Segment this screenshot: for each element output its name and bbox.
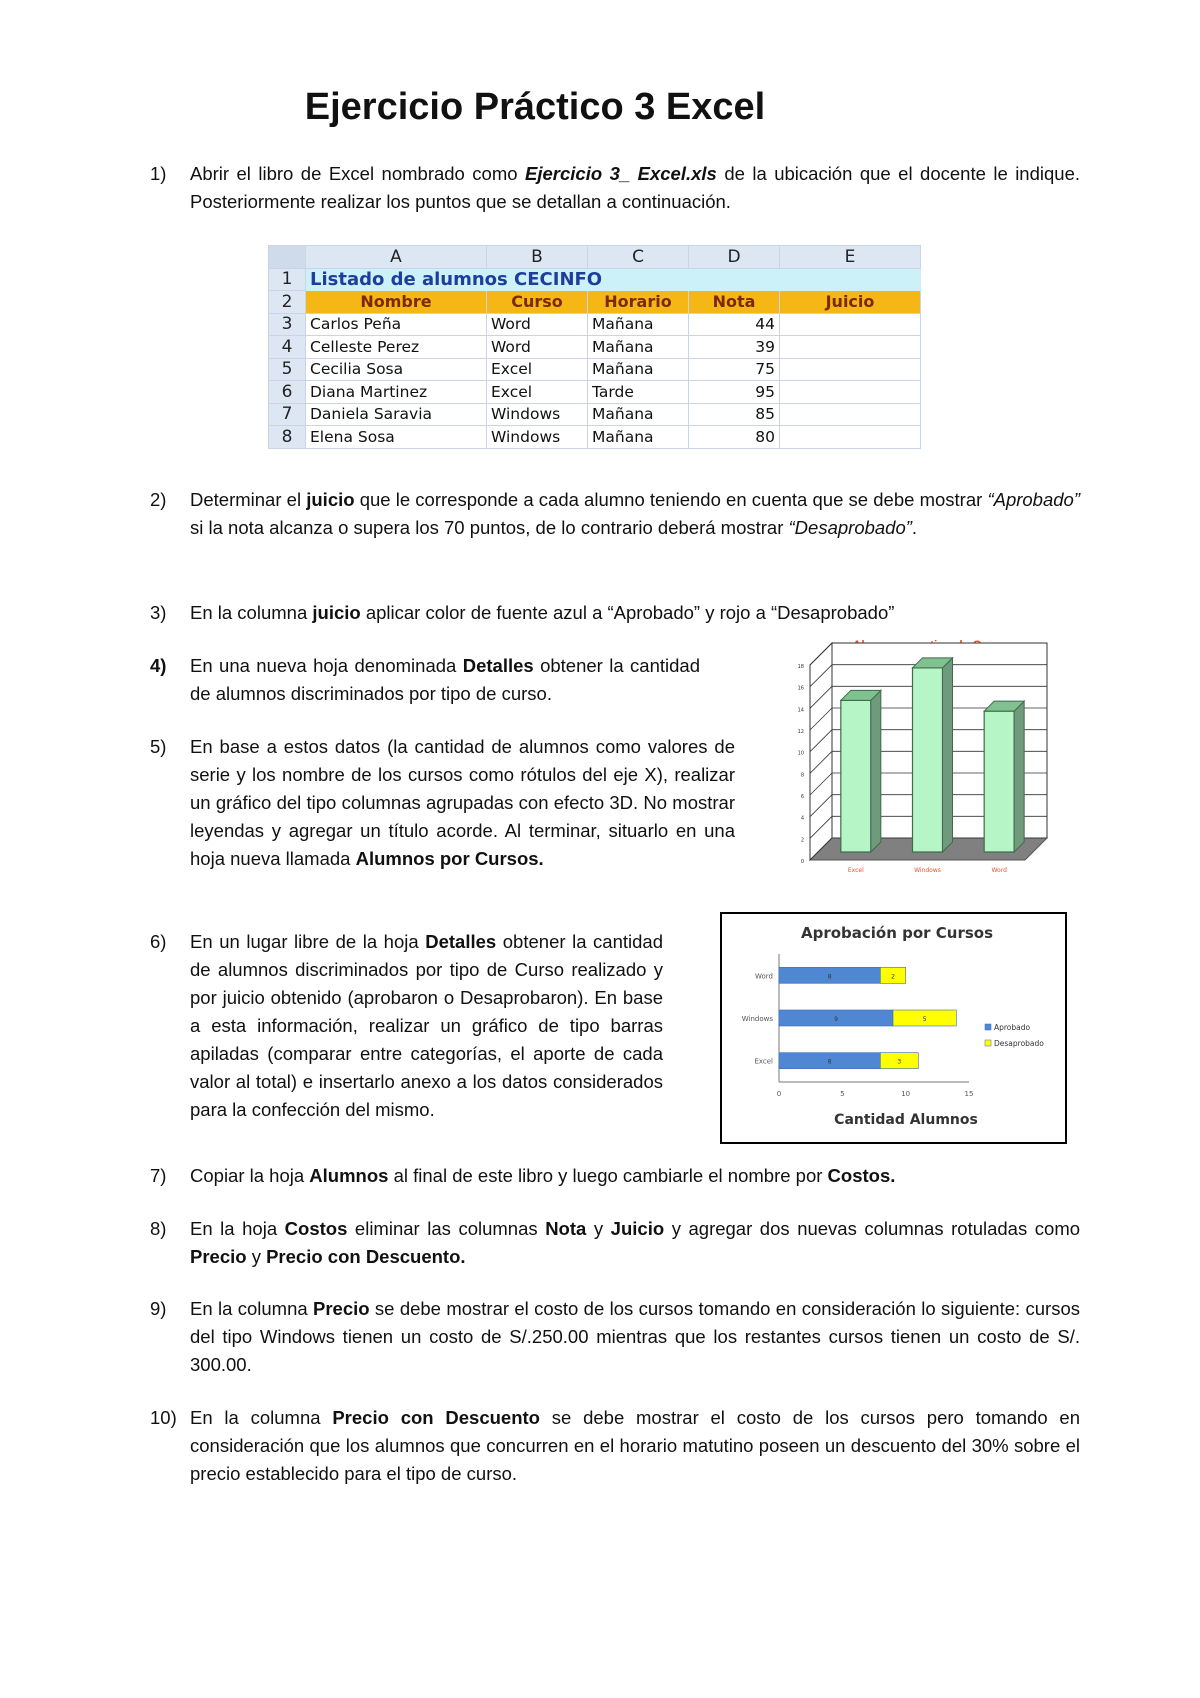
row-header[interactable]: 8 xyxy=(269,426,306,449)
cell-nombre[interactable]: Elena Sosa xyxy=(306,426,487,449)
item-2: Determinar el juicio que le corresponde a cada alumno teniendo en cuenta que se debe mostrar “Aprobado” si la nota alcanza o supera los 70 puntos, de lo contrario deberá mostrar “Desaprobado”. xyxy=(190,489,1080,538)
column-bar-side xyxy=(871,690,881,852)
y-category-label: Excel xyxy=(754,1057,773,1066)
item-6-number: 6) xyxy=(150,931,167,952)
data-label: 8 xyxy=(827,1058,832,1066)
stacked-bar-chart-aprobacion xyxy=(722,914,1065,1142)
cell-curso[interactable]: Word xyxy=(487,336,588,359)
item-10-number: 10) xyxy=(150,1407,177,1428)
item-4: En una nueva hoja denominada Detalles obtener la cantidad de alumnos discriminados por tipo de curso. xyxy=(190,655,700,704)
item-7-number: 7) xyxy=(150,1165,167,1186)
y-tick-label: 14 xyxy=(797,707,804,714)
x-tick-label: 15 xyxy=(964,1090,974,1098)
x-axis-label: Cantidad Alumnos xyxy=(834,1112,978,1128)
cell-horario[interactable]: Mañana xyxy=(588,403,689,426)
cell-juicio[interactable] xyxy=(780,403,921,426)
cell-curso[interactable]: Excel xyxy=(487,381,588,404)
cell-nombre[interactable]: Carlos Peña xyxy=(306,313,487,336)
col-header-d[interactable]: D xyxy=(689,246,780,269)
x-category-label: Windows xyxy=(914,867,941,874)
x-tick-label: 0 xyxy=(776,1090,782,1098)
page-title: Ejercicio Práctico 3 Excel xyxy=(304,86,766,128)
cell-juicio[interactable] xyxy=(780,358,921,381)
sheet-corner[interactable] xyxy=(269,246,306,269)
cell-nombre[interactable]: Diana Martinez xyxy=(306,381,487,404)
header-cell-horario[interactable]: Horario xyxy=(588,291,689,314)
chart-title: Aprobación por Cursos xyxy=(800,924,994,942)
row-header[interactable]: 5 xyxy=(269,358,306,381)
header-cell-juicio[interactable]: Juicio xyxy=(780,291,921,314)
legend-label: Aprobado xyxy=(994,1023,1031,1032)
cell-nota[interactable]: 95 xyxy=(689,381,780,404)
column-bar-front xyxy=(984,711,1014,852)
row-header[interactable]: 2 xyxy=(269,291,306,314)
cell-curso[interactable]: Windows xyxy=(487,403,588,426)
cell-horario[interactable]: Mañana xyxy=(588,426,689,449)
item-5-number: 5) xyxy=(150,736,167,757)
cell-horario[interactable]: Tarde xyxy=(588,381,689,404)
data-label: 8 xyxy=(827,973,832,981)
x-tick-label: 10 xyxy=(901,1090,911,1098)
item-1-number: 1) xyxy=(150,163,167,184)
x-tick-label: 5 xyxy=(840,1090,845,1098)
cell-nombre[interactable]: Cecilia Sosa xyxy=(306,358,487,381)
cell-nota[interactable]: 44 xyxy=(689,313,780,336)
cell-curso[interactable]: Excel xyxy=(487,358,588,381)
row-header[interactable]: 6 xyxy=(269,381,306,404)
cell-juicio[interactable] xyxy=(780,426,921,449)
cell-juicio[interactable] xyxy=(780,336,921,359)
cell-horario[interactable]: Mañana xyxy=(588,336,689,359)
y-tick-label: 12 xyxy=(797,729,804,735)
item-7: Copiar la hoja Alumnos al final de este libro y luego cambiarle el nombre por Costos. xyxy=(190,1165,896,1186)
data-label: 3 xyxy=(897,1058,902,1066)
row-header[interactable]: 7 xyxy=(269,403,306,426)
column-bar-side xyxy=(943,658,953,852)
y-tick-label: 16 xyxy=(797,685,804,692)
spreadsheet-table xyxy=(268,245,921,449)
item-8: En la hoja Costos eliminar las columnas Nota y Juicio y agregar dos nuevas columnas rotuladas como Precio y Precio con Descuento. xyxy=(190,1218,1081,1267)
column-bar-front xyxy=(841,700,871,852)
header-cell-nombre[interactable]: Nombre xyxy=(306,291,487,314)
data-label: 2 xyxy=(891,973,895,981)
cell-nombre[interactable]: Daniela Saravia xyxy=(306,403,487,426)
column-bar-front xyxy=(913,668,943,852)
legend-label: Desaprobado xyxy=(994,1039,1044,1048)
col-header-b[interactable]: B xyxy=(487,246,588,269)
cell-curso[interactable]: Windows xyxy=(487,426,588,449)
item-9: En la columna Precio se debe mostrar el costo de los cursos tomando en consideración lo siguiente: cursos del tipo Windows tienen un costo de S/.250.00 mientras que los restantes cursos tienen un costo de S/. 300.00. xyxy=(190,1298,1081,1375)
item-10: En la columna Precio con Descuento se debe mostrar el costo de los cursos pero tomando en consideración que los alumnos que concurren en el horario matutino poseen un descuento del 30% sobre el precio establecido para el tipo de curso. xyxy=(190,1407,1080,1484)
cell-curso[interactable]: Word xyxy=(487,313,588,336)
y-tick-label: 6 xyxy=(800,794,804,800)
cell-horario[interactable]: Mañana xyxy=(588,358,689,381)
item-9-number: 9) xyxy=(150,1298,167,1319)
legend-swatch xyxy=(985,1024,991,1030)
item-1: Abrir el libro de Excel nombrado como Ejercicio 3_ Excel.xls de la ubicación que el docente le indique. Posteriormente realizar los puntos que se detallan a continuación. xyxy=(190,163,1081,212)
data-label: 9 xyxy=(834,1016,838,1023)
y-tick-label: 0 xyxy=(800,859,804,865)
cell-nota[interactable]: 39 xyxy=(689,336,780,359)
col-header-c[interactable]: C xyxy=(588,246,689,269)
item-5: En base a estos datos (la cantidad de alumnos como valores de serie y los nombre de los cursos como rótulos del eje X), realizar un gráfico del tipo columnas agrupadas con efecto 3D. No mostrar leyendas y agregar un título acorde. Al terminar, situarlo en una hoja nueva llamada Alumnos por Cursos. xyxy=(190,736,735,869)
header-cell-nota[interactable]: Nota xyxy=(689,291,780,314)
cell-nombre[interactable]: Celleste Perez xyxy=(306,336,487,359)
item-4-number: 4) xyxy=(150,655,167,676)
y-category-label: Word xyxy=(755,972,773,981)
y-tick-label: 10 xyxy=(797,750,804,757)
cell-nota[interactable]: 75 xyxy=(689,358,780,381)
row-header[interactable]: 1 xyxy=(269,268,306,291)
stacked-bar-chart-frame xyxy=(720,912,1067,1144)
cell-nota[interactable]: 85 xyxy=(689,403,780,426)
item-8-number: 8) xyxy=(150,1218,167,1239)
column-chart-alumnos-por-curso xyxy=(790,635,1070,890)
row-header[interactable]: 3 xyxy=(269,313,306,336)
item-3: En la columna juicio aplicar color de fuente azul a “Aprobado” y rojo a “Desaprobado” xyxy=(190,602,895,623)
row-header[interactable]: 4 xyxy=(269,336,306,359)
item-6: En un lugar libre de la hoja Detalles obtener la cantidad de alumnos discriminados por tipo de Curso realizado y por juicio obtenido (aprobaron o Desaprobaron). En base a esta información, realizar un gráfico de tipo barras apiladas (comparar entre categorías, el aporte de cada valor al total) e insertarlo anexo a los datos considerados para la confección del mismo. xyxy=(190,931,663,1120)
col-header-e[interactable]: E xyxy=(780,246,921,269)
y-tick-label: 18 xyxy=(797,664,804,670)
col-header-a[interactable]: A xyxy=(306,246,487,269)
column-bar-side xyxy=(1014,701,1024,852)
cell-juicio[interactable] xyxy=(780,313,921,336)
cell-horario[interactable]: Mañana xyxy=(588,313,689,336)
y-tick-label: 2 xyxy=(800,837,804,844)
y-tick-label: 4 xyxy=(800,815,804,822)
legend-swatch xyxy=(985,1040,991,1046)
sheet-title-cell[interactable]: Listado de alumnos CECINFO xyxy=(306,268,921,291)
x-category-label: Excel xyxy=(847,867,864,874)
item-2-number: 2) xyxy=(150,489,167,510)
y-category-label: Windows xyxy=(741,1015,773,1023)
cell-nota[interactable]: 80 xyxy=(689,426,780,449)
header-cell-curso[interactable]: Curso xyxy=(487,291,588,314)
cell-juicio[interactable] xyxy=(780,381,921,404)
data-label: 5 xyxy=(922,1016,927,1023)
y-tick-label: 8 xyxy=(800,772,804,779)
x-category-label: Word xyxy=(991,867,1007,874)
item-3-number: 3) xyxy=(150,602,167,623)
